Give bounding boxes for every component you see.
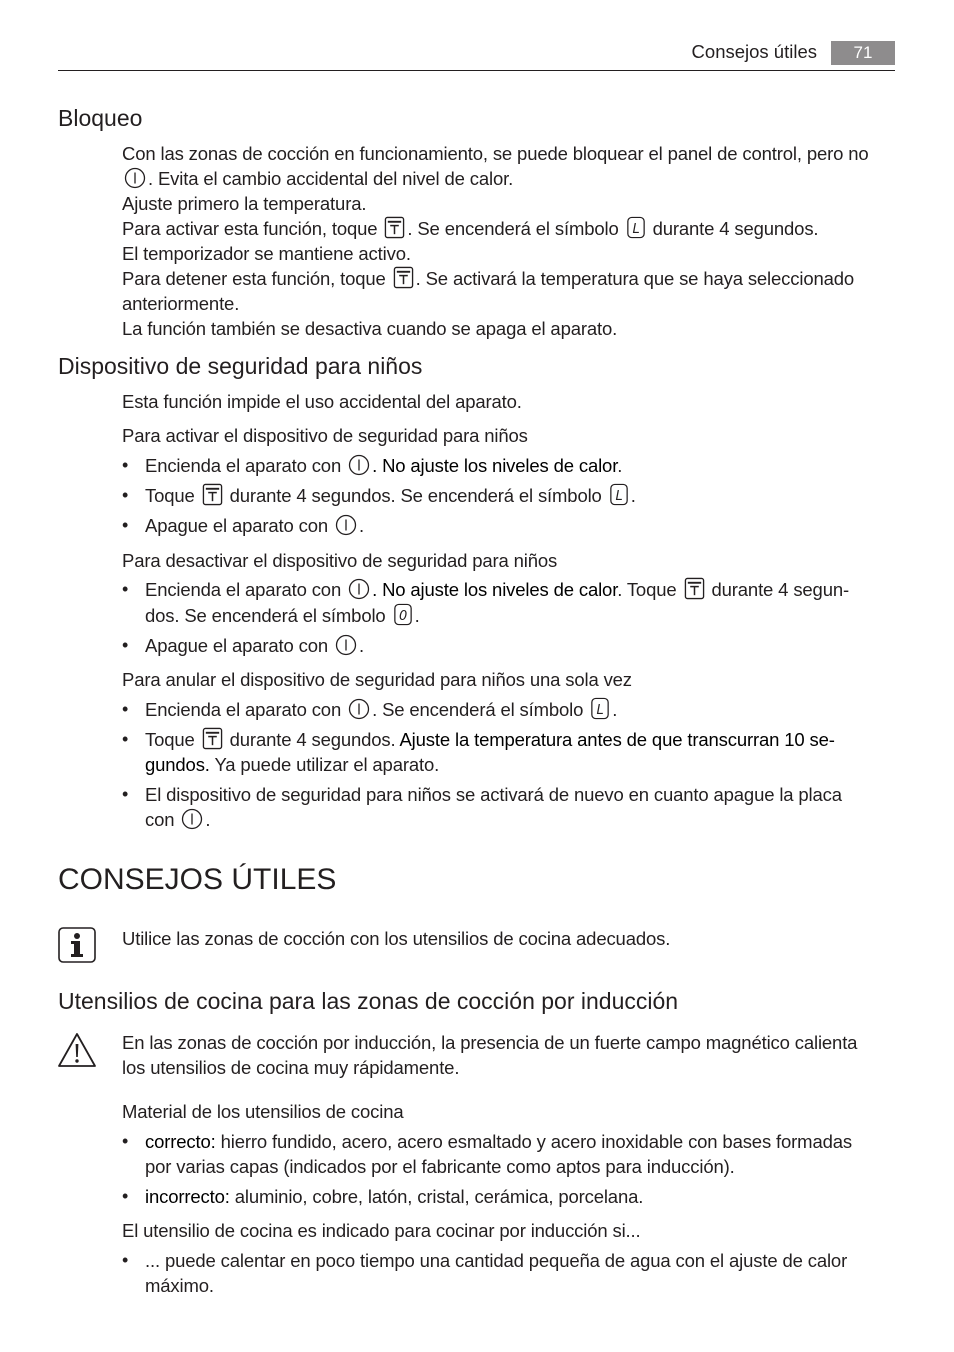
bloqueo-line4: Para activar esta función, toque . Se encenderá el símbolo L durante 4 segundos. bbox=[122, 218, 819, 239]
svg-text:L: L bbox=[632, 222, 640, 237]
lock-display-icon bbox=[609, 483, 629, 506]
bullet: • bbox=[122, 1131, 129, 1151]
warning-line2: los utensilios de cocina muy rápidamente. bbox=[122, 1057, 460, 1078]
child-lock-title: Dispositivo de seguridad para niños bbox=[58, 353, 423, 379]
correct-item-cont: por varias capas (indicados por el fabricante como aptos para inducción). bbox=[145, 1156, 735, 1177]
power-icon bbox=[348, 698, 370, 720]
bloqueo-line2: . Evita el cambio accidental del nivel de calor. bbox=[122, 166, 513, 191]
activate-step-2: Toque durante 4 segundos. Se encenderá el símbolo L . bbox=[145, 485, 636, 506]
cookware-title: Utensilios de cocina para las zonas de cocción por inducción bbox=[58, 988, 679, 1014]
bullet: • bbox=[122, 485, 129, 505]
running-header: Consejos útiles bbox=[691, 41, 817, 62]
activate-step-1: Encienda el aparato con . No ajuste los niveles de calor. bbox=[145, 455, 623, 476]
bullet: • bbox=[122, 455, 129, 475]
bullet: • bbox=[122, 1186, 129, 1206]
header-rule bbox=[58, 70, 895, 71]
deactivate-step-1-cont: dos. Se encenderá el símbolo 0 . bbox=[145, 605, 420, 626]
svg-text:0: 0 bbox=[398, 609, 407, 624]
bloqueo-line3: Ajuste primero la temperatura. bbox=[122, 193, 367, 214]
warning-line1: En las zonas de cocción por inducción, la presencia de un fuerte campo magnético calienta bbox=[122, 1032, 858, 1053]
tips-title: CONSEJOS ÚTILES bbox=[58, 863, 337, 896]
bloqueo-line7: anteriormente. bbox=[122, 293, 240, 314]
info-text: Utilice las zonas de cocción con los utensilios de cocina adecuados. bbox=[122, 928, 671, 949]
svg-text:L: L bbox=[596, 703, 604, 718]
power-icon bbox=[335, 514, 357, 536]
zero-display-icon bbox=[393, 603, 413, 626]
power-icon bbox=[348, 578, 370, 600]
incorrect-item: incorrecto: aluminio, cobre, latón, cristal, cerámica, porcelana. bbox=[145, 1186, 644, 1207]
lock-icon bbox=[684, 577, 705, 600]
bloqueo-title: Bloqueo bbox=[58, 105, 143, 131]
svg-text:L: L bbox=[615, 489, 623, 504]
bullet: • bbox=[122, 579, 129, 599]
override-step-3: El dispositivo de seguridad para niños se activará de nuevo en cuanto apague la placa bbox=[145, 784, 842, 805]
bullet: • bbox=[122, 1250, 129, 1270]
deactivate-step-1: Encienda el aparato con . No ajuste los niveles de calor. Toque durante 4 segun- bbox=[145, 579, 849, 600]
power-icon bbox=[335, 634, 357, 656]
bloqueo-line1: Con las zonas de cocción en funcionamiento, se puede bloquear el panel de control, pero no bbox=[122, 143, 869, 164]
activate-heading: Para activar el dispositivo de seguridad para niños bbox=[122, 425, 528, 446]
power-icon bbox=[124, 167, 146, 189]
lock-icon bbox=[202, 483, 223, 506]
deactivate-heading: Para desactivar el dispositivo de seguridad para niños bbox=[122, 550, 558, 571]
warning-icon bbox=[57, 1032, 97, 1068]
override-heading: Para anular el dispositivo de seguridad para niños una sola vez bbox=[122, 669, 632, 690]
lock-display-icon bbox=[590, 697, 610, 720]
correct-item: correcto: hierro fundido, acero, acero esmaltado y acero inoxidable con bases formadas bbox=[145, 1131, 852, 1152]
bloqueo-line5: El temporizador se mantiene activo. bbox=[122, 243, 411, 264]
power-icon bbox=[181, 808, 203, 830]
info-icon bbox=[58, 927, 96, 963]
lock-display-icon bbox=[626, 216, 646, 239]
lock-icon bbox=[384, 216, 405, 239]
suitable-heading: El utensilio de cocina es indicado para cocinar por inducción si... bbox=[122, 1220, 641, 1241]
material-heading: Material de los utensilios de cocina bbox=[122, 1101, 404, 1122]
power-icon bbox=[348, 454, 370, 476]
activate-step-3: Apague el aparato con . bbox=[145, 515, 365, 536]
lock-icon bbox=[202, 727, 223, 750]
suitable-item-cont: máximo. bbox=[145, 1275, 214, 1296]
override-step-2: Toque durante 4 segundos. Ajuste la temperatura antes de que transcurran 10 se- bbox=[145, 729, 835, 750]
bullet: • bbox=[122, 729, 129, 749]
page-number: 71 bbox=[831, 41, 895, 65]
lock-icon bbox=[393, 266, 414, 289]
deactivate-step-2: Apague el aparato con . bbox=[145, 635, 365, 656]
bloqueo-line6: Para detener esta función, toque . Se activará la temperatura que se haya seleccionado bbox=[122, 268, 855, 289]
bullet: • bbox=[122, 635, 129, 655]
bloqueo-line8: La función también se desactiva cuando se apaga el aparato. bbox=[122, 318, 618, 339]
override-step-2-cont: gundos. Ya puede utilizar el aparato. bbox=[145, 754, 440, 775]
child-lock-intro: Esta función impide el uso accidental del aparato. bbox=[122, 391, 522, 412]
override-step-3-cont: con . bbox=[145, 809, 211, 830]
bullet: • bbox=[122, 699, 129, 719]
bullet: • bbox=[122, 784, 129, 804]
override-step-1: Encienda el aparato con . Se encenderá el símbolo L . bbox=[145, 699, 618, 720]
suitable-item: ... puede calentar en poco tiempo una cantidad pequeña de agua con el ajuste de calor bbox=[145, 1250, 848, 1271]
bullet: • bbox=[122, 515, 129, 535]
